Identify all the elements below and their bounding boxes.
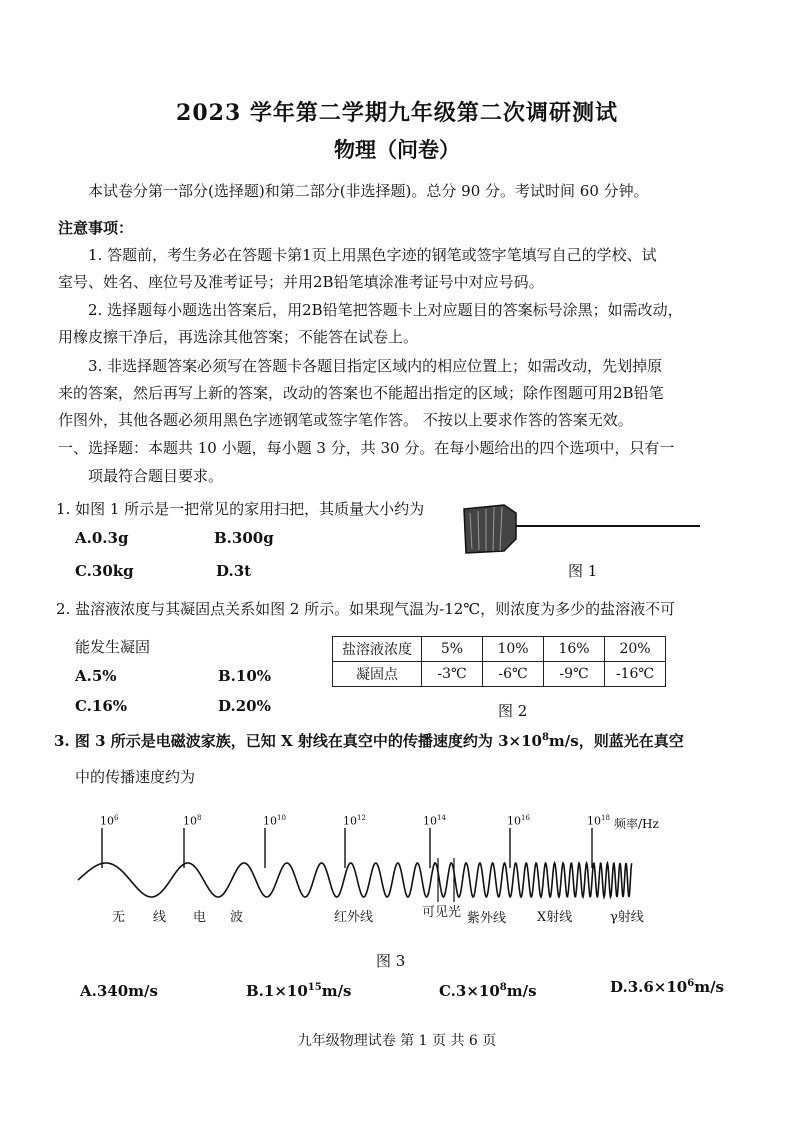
- salt-solution-table: [332, 636, 666, 687]
- q3-stem-line-1: 3. 图 3 所示是电磁波家族，已知 X 射线在真空中的传播速度约为 $3\times 10^8m/s$，则蓝光在真空: [54, 732, 684, 750]
- q3-option-b: $B.1\times 10^{15}m/s$: [246, 982, 352, 1000]
- wave-line: [78, 863, 632, 897]
- table-cell: 凝固点: [333, 662, 422, 687]
- tick-label: $10^6$: [100, 814, 119, 828]
- q2-option-b: B.10%: [218, 667, 272, 685]
- page-title: 2023 学年第二学期九年级第二次调研测试: [176, 100, 618, 126]
- figure-2-caption: 图 2: [498, 702, 528, 720]
- tick-label: $10^{12}$: [343, 814, 366, 828]
- table-cell: 5%: [422, 637, 483, 662]
- table-cell: -6℃: [483, 662, 544, 687]
- q3-stem-line-2: 中的传播速度约为: [75, 768, 196, 786]
- note-3-line-3: 作图外，其他各题必须用黑色字迹钢笔或签字笔作答。 不按以上要求作答的答案无效。: [58, 411, 633, 429]
- table-row: [333, 637, 666, 662]
- band-label: γ射线: [610, 910, 644, 925]
- note-3-line-1: 3. 非选择题答案必须写在答题卡各题目指定区域内的相应位置上；如需改动，先划掉原: [88, 357, 663, 375]
- q2-option-c: C.16%: [75, 697, 128, 715]
- tick-marks: [102, 828, 592, 902]
- tick-label: $10^{16}$: [507, 814, 530, 828]
- note-1-line-2: 室号、姓名、座位号及准考证号；并用2B铅笔填涂准考证号中对应号码。: [58, 273, 544, 291]
- table-cell: 盐溶液浓度: [333, 637, 422, 662]
- section-1-line-1: 一、选择题：本题共 10 小题，每小题 3 分，共 30 分。在每小题给出的四个选项中，只有一: [58, 439, 675, 457]
- q1-option-a: A.0.3g: [75, 529, 129, 547]
- band-label: X射线: [537, 910, 573, 925]
- tick-label: $10^{10}$: [263, 814, 286, 828]
- tick-label: $10^8$: [183, 814, 202, 828]
- band-label: 紫外线: [467, 911, 507, 926]
- note-1-line-1: 1. 答题前，考生务必在答题卡第1页上用黑色字迹的钢笔或签字笔填写自己的学校、试: [88, 246, 657, 264]
- table-cell: -16℃: [605, 662, 666, 687]
- page-footer: 九年级物理试卷 第 1 页 共 6 页: [297, 1033, 497, 1049]
- q1-stem: 1. 如图 1 所示是一把常见的家用扫把，其质量大小约为: [56, 500, 425, 518]
- q1-option-d: D.3t: [216, 562, 252, 580]
- note-2-line-1: 2. 选择题每小题选出答案后，用2B铅笔把答题卡上对应题目的答案标号涂黑；如需改动，: [88, 301, 683, 319]
- band-label: 线: [153, 910, 167, 925]
- notes-heading: 注意事项：: [58, 219, 134, 237]
- figure-3-caption: 图 3: [376, 952, 406, 970]
- table-cell: -9℃: [544, 662, 605, 687]
- q3-option-c: $C.3\times 10^8m/s$: [439, 982, 537, 1000]
- note-3-line-2: 来的答案，然后再写上新的答案，改动的答案也不能超出指定的区域；除作图题可用2B铅笔: [58, 384, 664, 402]
- frequency-unit-label: 频率/Hz: [614, 817, 659, 831]
- table-row: [333, 662, 666, 687]
- tick-label: $10^{14}$: [423, 814, 446, 828]
- q3-option-d: $D.3.6\times 10^6m/s$: [610, 978, 724, 996]
- band-label: 无: [112, 910, 126, 925]
- q2-stem-line-1: 2. 盐溶液浓度与其凝固点关系如图 2 所示。如果现气温为-12℃，则浓度为多少的盐溶液不可: [56, 600, 676, 618]
- q1-option-b: B.300g: [214, 529, 274, 547]
- note-2-line-2: 用橡皮擦干净后，再选涂其他答案；不能答在试卷上。: [58, 328, 419, 346]
- broom-figure: [462, 495, 702, 561]
- table-cell: 20%: [605, 637, 666, 662]
- q2-stem-line-2: 能发生凝固: [75, 638, 151, 656]
- q2-option-a: A.5%: [75, 667, 117, 685]
- figure-1-caption: 图 1: [568, 562, 598, 580]
- table-cell: 16%: [544, 637, 605, 662]
- q2-option-d: D.20%: [218, 697, 271, 715]
- band-label: 波: [230, 910, 244, 925]
- q3-option-a: A.340m/s: [80, 982, 158, 1000]
- page-subtitle: 物理（问卷）: [334, 137, 460, 162]
- section-1-line-2: 项最符合题目要求。: [88, 467, 224, 485]
- band-label: 红外线: [334, 910, 374, 925]
- table-cell: 10%: [483, 637, 544, 662]
- band-label: 可见光: [422, 905, 462, 920]
- table-cell: -3℃: [422, 662, 483, 687]
- band-label: 电: [193, 910, 207, 925]
- tick-label: $10^{18}$: [587, 814, 610, 828]
- q1-option-c: C.30kg: [75, 562, 134, 580]
- intro-text: 本试卷分第一部分(选择题)和第二部分(非选择题)。总分 90 分。考试时间 60 分钟。: [88, 182, 649, 200]
